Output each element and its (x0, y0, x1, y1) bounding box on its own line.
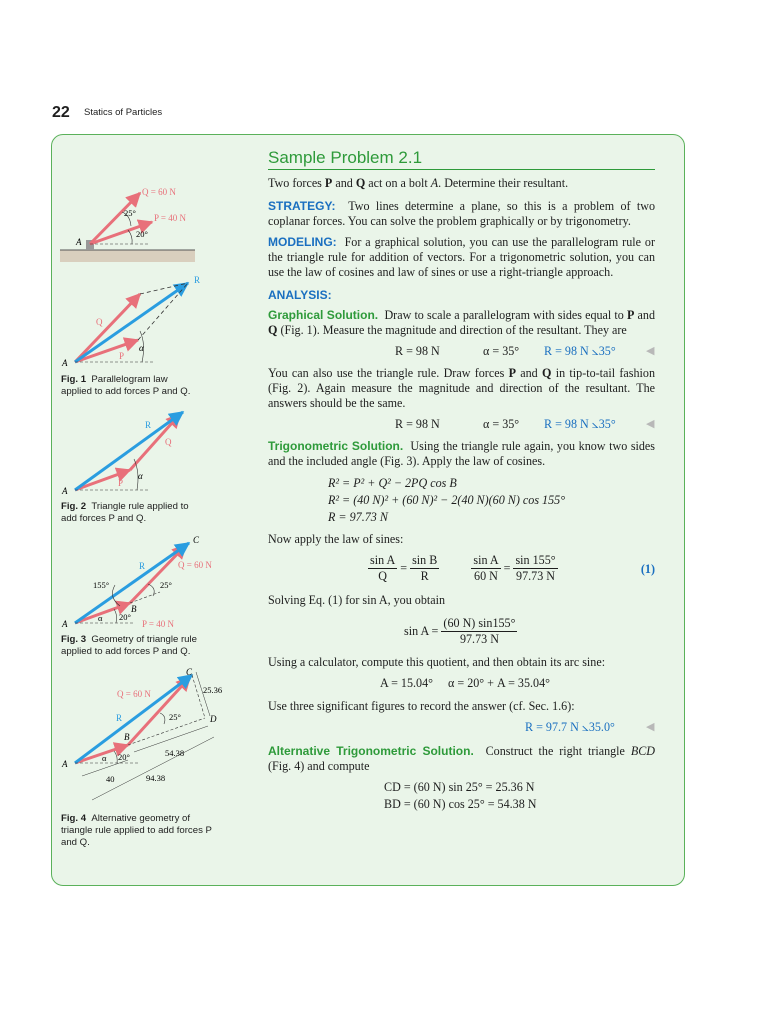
intro-text-e: act on a bolt (365, 176, 431, 190)
cd-equation: CD = (60 N) sin 25° = 25.36 N (384, 780, 535, 794)
trig-heading: Trigonometric Solution. (268, 439, 404, 453)
graphical-text-1: Draw to scale a parallelogram with sides equal to (384, 308, 627, 322)
label-25deg: 25° (124, 208, 136, 218)
fig4-caption-b: triangle rule applied to add forces P (61, 825, 212, 836)
modeling-paragraph (268, 235, 655, 280)
fig4-q-vector (128, 677, 190, 745)
running-head: Statics of Particles (84, 107, 163, 118)
fig1-label-alpha: α (139, 343, 144, 353)
fig4-label-c: C (186, 667, 193, 677)
fig4-label-5438: 54.38 (165, 748, 185, 758)
result-vector-2: R = 98 N ⦣35° (544, 417, 616, 431)
fig4-label-r: R (116, 713, 123, 723)
intro-text-c: and (332, 176, 356, 190)
fig4-arc-25 (160, 713, 165, 724)
sine-frac-2 (410, 553, 439, 584)
fig4-cd-line (192, 675, 205, 718)
fig3-caption-b: applied to add forces P and Q. (61, 646, 191, 657)
fig4-label-20: 20° (118, 752, 130, 762)
label-20deg: 20° (136, 229, 148, 239)
fig3-label-p40: P = 40 N (142, 619, 174, 629)
fig2-caption-a: Triangle rule applied to (91, 501, 189, 512)
fig1-label-q: Q (96, 317, 103, 327)
fig1-caption-b: applied to add forces P and Q. (61, 386, 191, 397)
alpha-value: α = 20° + A = 35.04° (448, 676, 550, 690)
cos-eq-2: R² = (40 N)² + (60 N)² − 2(40 N)(60 N) cos 155° (328, 493, 566, 507)
fig3-label-b: B (131, 604, 137, 614)
solving-text: Solving Eq. (1) for sin A, you obtain (268, 593, 446, 607)
fig3-number: Fig. 3 (61, 634, 87, 645)
modeling-text: For a graphical solution, you can use the parallelogram rule or the triangle rule for addition of vectors. For a trigonometric solution, you can use the law of cosines and law of sines or use a right-triangle approach. (268, 235, 655, 279)
fig4-caption-a: Alternative geometry of (91, 813, 191, 824)
fig1-label-a: A (62, 358, 68, 368)
fig3-caption-a: Geometry of triangle rule (91, 634, 197, 645)
alt-equations (268, 779, 655, 813)
fig4-label-9438: 94.38 (146, 773, 166, 783)
triangle-q: Q (542, 366, 552, 380)
fig3-arc-25 (148, 584, 154, 596)
fig2-r-vector (75, 412, 183, 490)
intro-p: P (324, 176, 333, 190)
graphical-text-5: (Fig. 1). Measure the magnitude and direction of the resultant. They are (277, 323, 627, 337)
graphical-q: Q (268, 323, 278, 337)
triangle-text-5: in tip-to-tail fashion (Fig. 2). Again measure the magnitude and direction of the resultant. The answers should be the same. (268, 366, 655, 410)
intro-paragraph (268, 176, 655, 191)
alt-paragraph (268, 744, 655, 774)
intro-text-a: Two forces (268, 176, 325, 190)
fig4-alt-geometry (61, 667, 222, 800)
label-a: A (76, 237, 82, 247)
sina-num: (60 N) sin155° (443, 616, 516, 630)
graphical-heading: Graphical Solution. (268, 308, 379, 322)
sine-frac-4 (513, 553, 557, 584)
fig1-label-p: P (119, 351, 125, 361)
answer-marker-icon: ◀ (646, 721, 655, 733)
sines-equation: $\frac{\text{sin A}}{Q}$ = $\frac{\text{sin B}}{R}$ $\frac{\text{sin A}}{60 N}$ = $\frac{\sin 155^\circ}{97.73 N}$ (370, 553, 556, 583)
graphical-p: P (627, 308, 635, 322)
equation-number: (1) (640, 562, 655, 576)
calc-text: Using a calculator, compute this quotient, and then obtain its arc sine: (268, 655, 606, 669)
answer-marker-icon: ◀ (646, 345, 655, 357)
modeling-heading: MODELING: (268, 235, 337, 249)
alt-bcd: BCD (630, 744, 655, 758)
answer-marker-icon: ◀ (646, 418, 655, 430)
sine-d4: 97.73 N (516, 569, 556, 583)
intro-a: A (430, 176, 439, 190)
sigfig-text: Use three significant figures to record the answer (cf. Sec. 1.6): (268, 699, 575, 713)
label-p40: P = 40 N (154, 213, 186, 223)
graphical-paragraph (268, 308, 655, 338)
fig3-label-c: C (193, 535, 200, 545)
sina-den: 97.73 N (459, 632, 499, 646)
graphical-result-1 (268, 344, 655, 361)
fig4-label-2536: 25.36 (203, 685, 223, 695)
fig3-label-a: A (62, 619, 68, 629)
label-q60: Q = 60 N (142, 187, 176, 197)
fig2-label-p: P (118, 478, 124, 488)
page-number: 22 (52, 104, 70, 121)
trig-paragraph (268, 439, 655, 469)
final-answer (268, 720, 655, 737)
sina-frac (441, 616, 517, 647)
alt-text-1: Construct the right triangle (485, 744, 631, 758)
fig4-label-a: A (62, 759, 68, 769)
fig3-label-25: 25° (160, 580, 172, 590)
angle-arc-20 (128, 230, 132, 244)
sine-frac-3 (471, 553, 500, 584)
fig4-number: Fig. 4 (61, 813, 87, 824)
fig3-label-20: 20° (119, 612, 131, 622)
law-of-cosines (268, 475, 655, 526)
bolt-figure (60, 187, 195, 262)
fig2-number: Fig. 2 (61, 501, 87, 512)
sine-n4: sin 155° (515, 553, 556, 567)
triangle-text-1: You can also use the triangle rule. Draw forces (268, 366, 509, 380)
result-r: R = 98 N (395, 344, 440, 358)
fig1-parallelogram (61, 275, 200, 368)
fig2-q-vector (130, 414, 180, 470)
graphical-result-2 (268, 417, 655, 434)
fig3-caption (61, 634, 261, 658)
trig-text: Using the triangle rule again, you know two sides and the included angle (Fig. 3). Apply the law of cosines. (268, 439, 656, 468)
result-vector: R = 98 N ⦣35° (544, 344, 616, 358)
fig4-caption-c: and Q. (61, 837, 90, 848)
fig4-dim-9438 (92, 737, 214, 800)
strategy-text: Two lines determine a plane, so this is a problem of two coplanar forces. You can solve the problem graphically or by trigonometry. (268, 199, 655, 228)
fig4-label-b: B (124, 732, 130, 742)
sine-n1: sin A (370, 553, 396, 567)
fig2-label-q: Q (165, 437, 172, 447)
fig2-label-a: A (62, 486, 68, 496)
ground-hatch (60, 250, 195, 262)
fig3-label-155: 155° (93, 580, 110, 590)
fig1-r-vector (75, 283, 188, 362)
sine-d2: R (420, 569, 429, 583)
fig3-label-r: R (139, 561, 146, 571)
fig3-q-vector (130, 545, 186, 603)
strategy-heading: STRATEGY: (268, 199, 336, 213)
fig1-caption (61, 374, 261, 398)
fig4-label-25: 25° (169, 712, 181, 722)
intro-q: Q (355, 176, 366, 190)
fig2-label-alpha: α (138, 471, 143, 481)
cos-eq-3: R = 97.73 N (328, 510, 388, 524)
triangle-text-3: and (515, 366, 543, 380)
fig4-arc-20 (114, 751, 117, 763)
result-alpha: α = 35° (483, 344, 520, 358)
sine-d3: 60 N (474, 569, 498, 583)
analysis-heading: ANALYSIS: (268, 288, 332, 302)
fig3-geometry (61, 535, 212, 629)
law-of-sines (268, 553, 655, 587)
fig4-label-q60: Q = 60 N (117, 689, 151, 699)
sina-lhs: sin A = (404, 624, 439, 638)
result-alpha-2: α = 35° (483, 417, 520, 431)
fig2-triangle (61, 412, 183, 496)
fig4-label-alpha: α (102, 753, 107, 763)
sines-intro: Now apply the law of sines: (268, 532, 404, 546)
fig1-caption-a: Parallelogram law (91, 374, 168, 385)
strategy-paragraph (268, 199, 655, 229)
fig2-caption-b: add forces P and Q. (61, 513, 147, 524)
fig1-number: Fig. 1 (61, 374, 87, 385)
intro-text-g: . Determine their resultant. (438, 176, 569, 190)
fig4-label-40: 40 (106, 774, 115, 784)
fig2-label-r: R (145, 420, 152, 430)
fig1-label-r: R (194, 275, 201, 285)
fig3-label-q60: Q = 60 N (178, 560, 212, 570)
sine-frac-1 (368, 553, 397, 584)
sine-n3: sin A (473, 553, 499, 567)
triangle-p: P (508, 366, 516, 380)
sine-n2: sin B (412, 553, 438, 567)
fig3-label-alpha: α (98, 613, 103, 623)
alt-heading: Alternative Trigonometric Solution. (268, 744, 474, 758)
result-r-2: R = 98 N (395, 417, 440, 431)
a-value: A = 15.04° (380, 676, 433, 690)
bd-equation: BD = (60 N) cos 25° = 54.38 N (384, 797, 537, 811)
graphical-text-3: and (634, 308, 655, 322)
final-vector: R = 97.7 N ⦣35.0° (525, 720, 615, 734)
fig3-arc-20 (114, 609, 117, 623)
sine-d1: Q (378, 569, 387, 583)
solution-column (268, 150, 655, 813)
fig2-caption (61, 501, 261, 525)
sina-equation (268, 616, 655, 647)
alt-text-3: (Fig. 4) and compute (268, 759, 370, 773)
cos-eq-1: R² = P² + Q² − 2PQ cos B (328, 476, 457, 490)
triangle-paragraph (268, 366, 655, 411)
fig4-caption (61, 813, 261, 849)
problem-title: Sample Problem 2.1 (268, 150, 655, 170)
fig4-label-d: D (210, 714, 217, 724)
angle-results (268, 676, 655, 693)
